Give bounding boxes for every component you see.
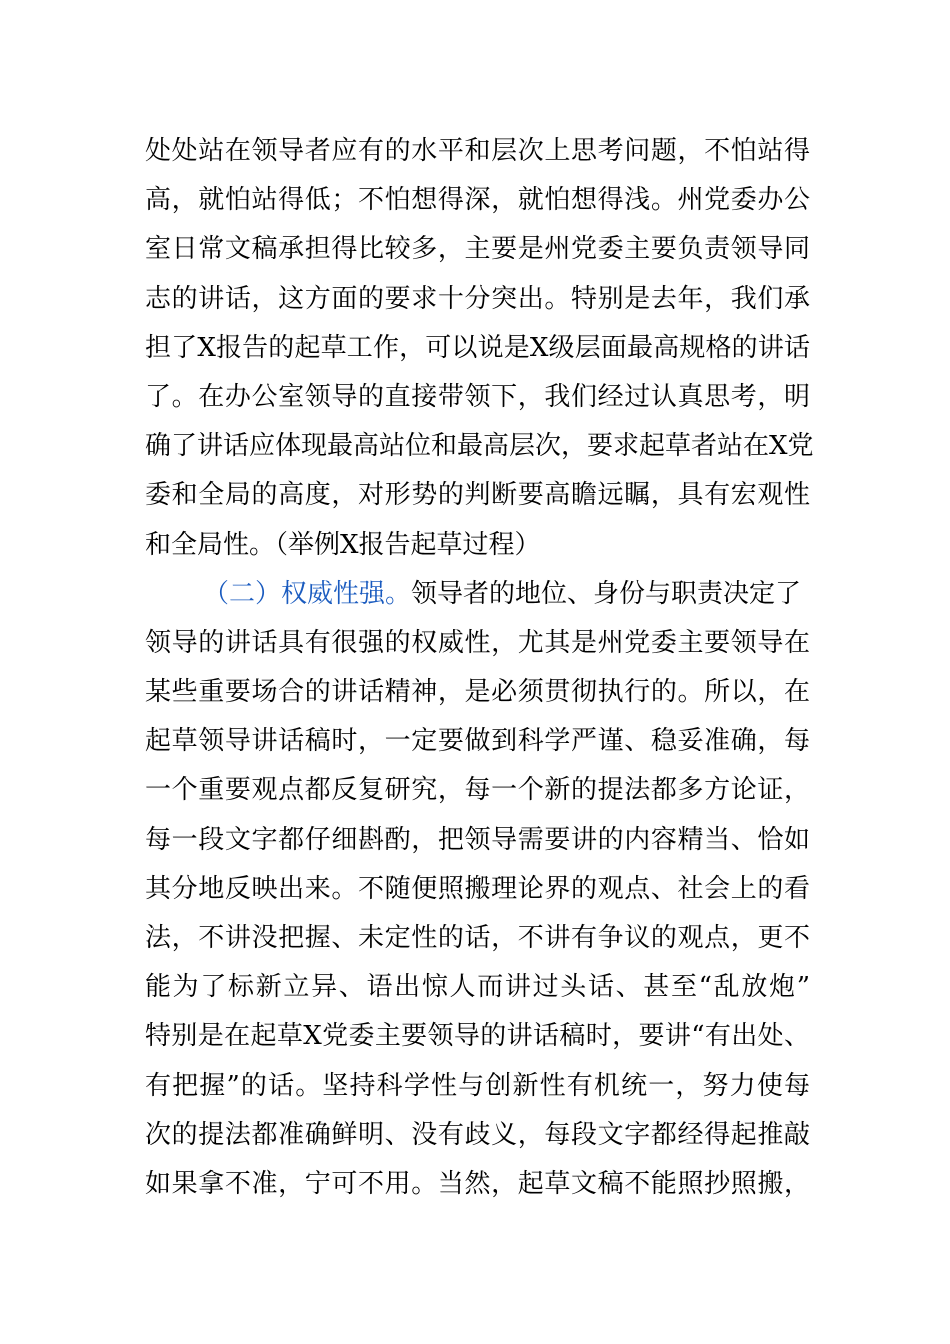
section-line: 能为了标新立异、语出惊人而讲过头话、甚至“乱放炮” (145, 972, 810, 1003)
section-line: 其分地反映出来。不随便照搬理论界的观点、社会上的看 (145, 873, 810, 904)
paragraph-line-last: 和全局性。（举例X报告起草过程） (145, 529, 541, 560)
section-line: 次的提法都准确鲜明、没有歧义，每段文字都经得起推敲 (145, 1119, 810, 1150)
paragraph-line: 确了讲话应体现最高站位和最高层次，要求起草者站在X党 (145, 431, 814, 462)
section-line: 一个重要观点都反复研究，每一个新的提法都多方论证， (145, 775, 810, 806)
section-first-line (145, 570, 810, 619)
paragraph-line: 担了X报告的起草工作，可以说是X级层面最高规格的讲话 (145, 332, 810, 363)
paragraph-line: 处处站在领导者应有的水平和层次上思考问题，不怕站得 (145, 136, 810, 166)
section-line: 起草领导讲话稿时，一定要做到科学严谨、稳妥准确，每 (145, 726, 810, 757)
section-line: 每一段文字都仔细斟酌，把领导需要讲的内容精当、恰如 (145, 824, 810, 855)
paragraph-line: 高，就怕站得低；不怕想得深，就怕想得浅。州党委办公 (145, 185, 810, 216)
section-first-line-text: 领导者的地位、身份与职责决定了 (411, 578, 802, 609)
section-heading: （二）权威性强。 (203, 578, 412, 609)
paragraph-line: 了。在办公室领导的直接带领下，我们经过认真思考，明 (145, 381, 810, 412)
paragraph-line: 委和全局的高度，对形势的判断要高瞻远瞩，具有宏观性 (145, 480, 810, 511)
section-line: 法，不讲没把握、未定性的话，不讲有争议的观点，更不 (145, 923, 810, 953)
section-line: 有把握”的话。坚持科学性与创新性有机统一，努力使每 (145, 1070, 810, 1101)
section-line: 某些重要场合的讲话精神，是必须贯彻执行的。所以，在 (145, 677, 810, 708)
paragraph-line: 室日常文稿承担得比较多，主要是州党委主要负责领导同 (145, 234, 810, 265)
document-body (145, 127, 814, 1209)
section-line: 特别是在起草X党委主要领导的讲话稿时，要讲“有出处、 (145, 1021, 810, 1052)
section-line: 领导的讲话具有很强的权威性，尤其是州党委主要领导在 (145, 627, 810, 658)
paragraph-line: 志的讲话，这方面的要求十分突出。特别是去年，我们承 (145, 283, 810, 314)
section-line: 如果拿不准，宁可不用。当然，起草文稿不能照抄照搬， (145, 1168, 810, 1199)
